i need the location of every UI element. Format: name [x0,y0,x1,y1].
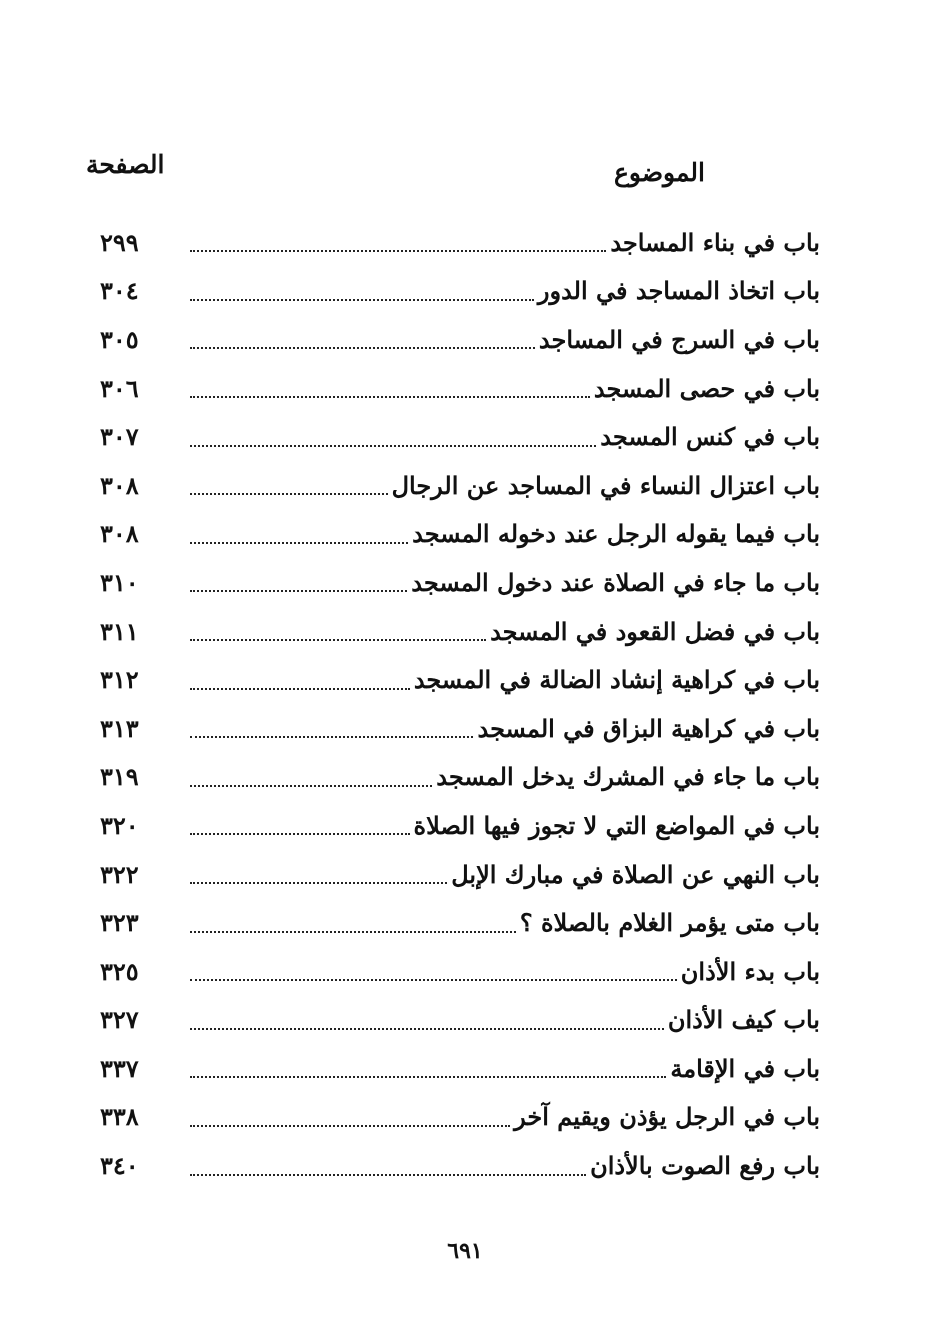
toc-entry-title: باب متى يؤمر الغلام بالصلاة ؟ [519,908,820,938]
dot-leader [190,347,535,349]
dot-leader [190,590,407,592]
dot-leader [190,1076,666,1078]
toc-entry-page: ٣٠٨ [100,470,139,500]
page-column-heading: الصفحة [86,150,165,179]
dot-leader [190,299,534,301]
toc-entry [100,267,820,316]
toc-entry [100,510,820,559]
toc-entry [100,461,820,510]
toc-entry-title: باب في كراهية البزاق في المسجد [477,713,820,743]
toc-header [80,150,740,194]
dot-leader [190,833,410,835]
dot-leader [190,1028,664,1030]
toc-entry-page: ٣٢٧ [100,1005,139,1035]
toc-entry [100,898,820,947]
dot-leader [190,1125,510,1127]
toc-entry-title: باب في بناء المساجد [610,227,820,257]
toc-entry-page: ٣٢٣ [100,908,139,938]
toc-entry [100,801,820,850]
dot-leader [190,1174,586,1176]
toc-entry-title: باب في كنس المسجد [600,422,820,452]
toc-entry-title: باب في المواضع التي لا تجوز فيها الصلاة [413,810,820,840]
toc-entry-title: باب في السرج في المساجد [538,324,820,354]
toc-entry-title: باب النهي عن الصلاة في مبارك الإبل [451,859,820,889]
toc-entry-title: باب فيما يقوله الرجل عند دخوله المسجد [412,519,820,549]
dot-leader [190,542,408,544]
toc-entry-page: ٣٣٧ [100,1053,139,1083]
dot-leader [190,396,590,398]
toc-entry-title: باب رفع الصوت بالأذان [590,1151,820,1181]
page-number: ٦٩١ [447,1238,483,1264]
toc-entry-title: باب ما جاء في الصلاة عند دخول المسجد [411,567,820,597]
toc-entry-page: ٣٣٨ [100,1102,139,1132]
toc-list [100,218,820,1190]
toc-entry-title: باب بدء الأذان [680,956,820,986]
dot-leader [190,688,410,690]
dot-leader [190,785,432,787]
toc-entry-page: ٣٠٤ [100,276,139,306]
toc-entry-page: ٣١٢ [100,665,139,695]
toc-entry-page: ٣٢٢ [100,859,139,889]
toc-entry-page: ٣١٠ [100,567,139,597]
toc-entry-page: ٢٩٩ [100,227,139,257]
toc-entry [100,655,820,704]
dot-leader [190,493,388,495]
toc-entry-title: باب في فضل القعود في المسجد [490,616,820,646]
toc-entry [100,850,820,899]
toc-entry [100,412,820,461]
toc-entry-page: ٣٢٥ [100,956,139,986]
toc-entry [100,996,820,1045]
dot-leader [190,979,677,981]
toc-entry-page: ٣٤٠ [100,1151,139,1181]
toc-entry-title: باب في الرجل يؤذن ويقيم آخر [514,1102,820,1132]
topic-column-heading: الموضوع [614,158,705,187]
toc-entry-page: ٣٠٨ [100,519,139,549]
dot-leader [190,250,606,252]
dot-leader [190,882,447,884]
toc-entry-page: ٣٢٠ [100,810,139,840]
toc-entry [100,558,820,607]
toc-entry [100,315,820,364]
toc-entry-title: باب في حصى المسجد [593,373,820,403]
toc-entry-page: ٣٠٥ [100,324,139,354]
toc-entry [100,1141,820,1190]
toc-entry-title: باب في كراهية إنشاد الضالة في المسجد [413,665,820,695]
toc-entry-title: باب كيف الأذان [667,1005,820,1035]
toc-entry [100,1093,820,1142]
dot-leader [190,736,473,738]
toc-entry-page: ٣١٩ [100,762,139,792]
toc-entry [100,947,820,996]
toc-entry [100,1044,820,1093]
toc-entry [100,753,820,802]
toc-entry-title: باب في الإقامة [670,1053,820,1083]
toc-entry [100,607,820,656]
toc-entry [100,704,820,753]
toc-entry-title: باب اعتزال النساء في المساجد عن الرجال [391,470,820,500]
dot-leader [190,931,516,933]
dot-leader [190,639,486,641]
dot-leader [190,445,596,447]
toc-entry-title: باب ما جاء في المشرك يدخل المسجد [436,762,820,792]
toc-entry-page: ٣١١ [100,616,139,646]
toc-entry-title: باب اتخاذ المساجد في الدور [537,276,820,306]
toc-entry-page: ٣٠٧ [100,422,139,452]
toc-entry-page: ٣٠٦ [100,373,139,403]
toc-entry [100,364,820,413]
toc-entry-page: ٣١٣ [100,713,139,743]
toc-entry [100,218,820,267]
